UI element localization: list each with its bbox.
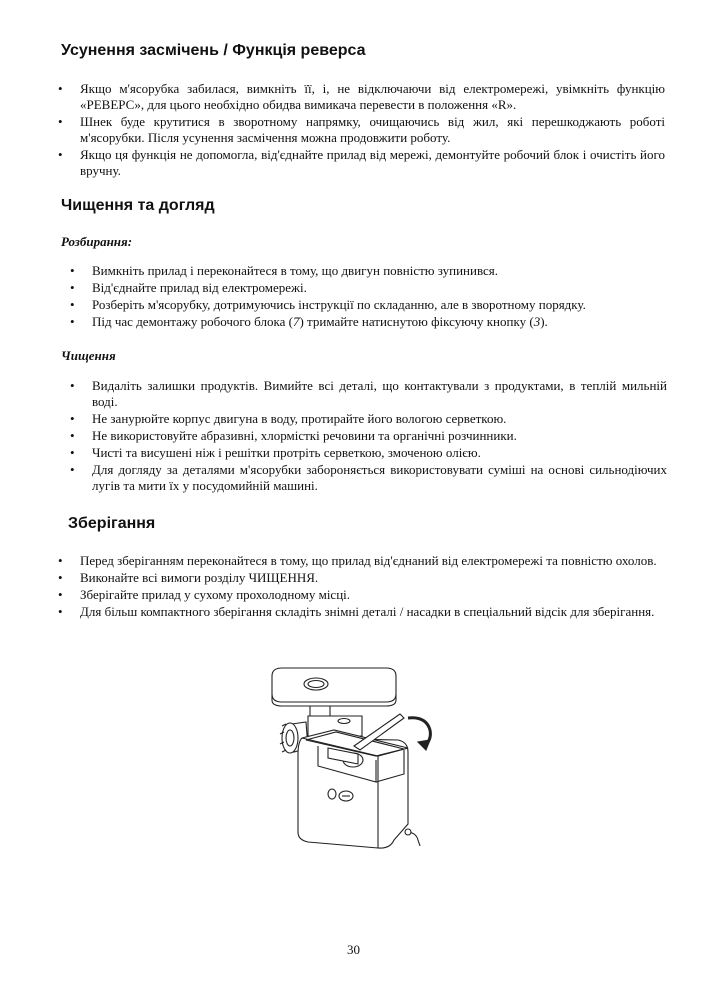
bullet: • [70,314,75,329]
bullet: • [70,378,75,393]
subtitle-cleaning: Чищення [61,348,116,363]
bullet: • [58,553,63,568]
disassembly-list [70,263,667,331]
bullet: • [70,445,75,460]
list-item: • Розберіть м'ясорубку, дотримуючись інструкції по складанню, але в зворотному порядку. [70,297,586,312]
list-item: • Перед зберіганням переконайтеся в тому, що прилад від'єднаний від електромережі та повністю охолов. [58,553,657,568]
list-item: • Від'єднайте прилад від електромережі. [70,280,307,295]
bullet: • [70,411,75,426]
list-item: • Чисті та висушені ніж і решітки протріть серветкою, змоченою олією. [70,445,481,460]
storage-list [58,553,665,621]
reverse-list [58,81,665,180]
bullet: • [58,114,63,129]
bullet: • [70,280,75,295]
bullet: • [70,263,75,278]
list-item: • Виконайте всі вимоги розділу ЧИЩЕННЯ. [58,570,319,585]
meat-grinder-storage-illustration [258,664,448,864]
list-item: • Шнек буде крутитися в зворотному напрямку, очищаючись від жил, які перешкоджають роботі м'ясорубки. Після усунення засмічення можна продовжити роботу. [58,114,665,145]
bullet: • [58,604,63,619]
cleaning-list [70,378,667,495]
list-item: • Для догляду за деталями м'ясорубки забороняється використовувати суміші на основі сильнодіючих лугів та мити їх у посудомийній машині. [70,462,667,493]
bullet: • [58,147,63,162]
bullet: • [58,81,63,96]
list-item: • Вимкніть прилад і переконайтеся в тому, що двигун повністю зупинився. [70,263,499,278]
list-item: • Зберігайте прилад у сухому прохолодному місці. [58,587,351,602]
section-title-storage: Зберігання [68,515,156,532]
list-item: • Якщо м'ясорубка забилася, вимкніть її, і, не відключаючи від електромережі, увімкніть функцію «РЕВЕРС», для цього необхідно обидва вимикача перевести в положення «R». [58,81,665,112]
list-item: • Якщо ця функція не допомогла, від'єднайте прилад від мережі, демонтуйте робочий блок і очистіть його вручну. [58,147,665,178]
bullet: • [70,428,75,443]
page-number: 30 [347,942,360,957]
bullet: • [58,570,63,585]
bullet: • [70,297,75,312]
section-title-cleaning: Чищення та догляд [61,197,215,214]
section-title-reverse: Усунення засмічень / Функція реверса [61,42,366,59]
list-item: • Не використовуйте абразивні, хлормісткі речовини та органічні розчинники. [70,428,517,443]
bullet: • [70,462,75,477]
list-item: • Не занурюйте корпус двигуна в воду, протирайте його вологою серветкою. [70,411,507,426]
bullet: • [58,587,63,602]
subtitle-disassembly: Розбирання: [61,234,133,249]
list-item: • Видаліть залишки продуктів. Вимийте всі деталі, що контактували з продуктами, в теплій мильній воді. [70,378,667,409]
list-item: • Для більш компактного зберігання складіть знімні деталі / насадки в спеціальний відсік для зберігання. [58,604,655,619]
list-item: • Під час демонтажу робочого блока (7) тримайте натиснутою фіксуючу кнопку (3). [70,314,548,329]
